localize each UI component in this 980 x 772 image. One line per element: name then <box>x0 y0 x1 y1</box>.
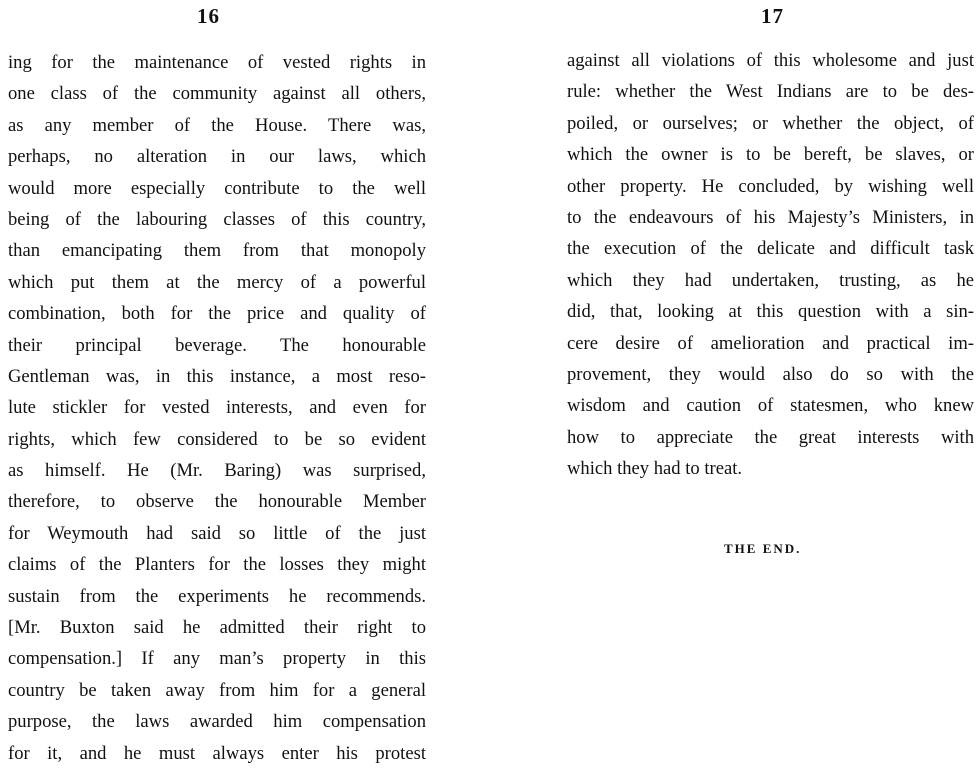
text-line: for it, and he must always enter his protest <box>8 742 426 764</box>
text-line: which they had undertaken, trusting, as he <box>567 269 974 291</box>
text-line: rule: whether the West Indians are to be des- <box>567 81 974 103</box>
text-line: claims of the Planters for the losses they might <box>8 554 426 576</box>
text-line: provement, they would also do so with the <box>567 363 974 385</box>
text-line: as any member of the House. There was, <box>8 114 426 136</box>
page-number-right: 17 <box>761 4 784 28</box>
text-line: the execution of the delicate and difficult task <box>567 238 974 260</box>
text-line: would more especially contribute to the well <box>8 177 426 199</box>
text-line: their principal beverage. The honourable <box>8 334 426 356</box>
left-page <box>0 0 440 772</box>
text-line: lute stickler for vested interests, and even for <box>8 397 426 419</box>
text-line: cere desire of amelioration and practical im- <box>567 332 974 354</box>
text-line: other property. He concluded, by wishing well <box>567 175 974 197</box>
text-line: country be taken away from him for a general <box>8 679 426 701</box>
text-line: wisdom and caution of statesmen, who knew <box>567 395 974 417</box>
text-line: poiled, or ourselves; or whether the object, of <box>567 112 974 134</box>
text-line: one class of the community against all others, <box>8 83 426 105</box>
text-line: [Mr. Buxton said he admitted their right to <box>8 617 426 639</box>
text-line: which put them at the mercy of a powerful <box>8 271 426 293</box>
text-line: which they had to treat. <box>567 458 743 480</box>
text-line: Gentleman was, in this instance, a most reso- <box>8 365 426 387</box>
text-line: how to appreciate the great interests with <box>567 426 974 448</box>
text-line: as himself. He (Mr. Baring) was surprised, <box>8 460 426 482</box>
the-end-heading: THE END. <box>724 541 802 556</box>
page-number-left: 16 <box>197 4 220 28</box>
text-line: being of the labouring classes of this country, <box>8 208 426 230</box>
text-line: for Weymouth had said so little of the just <box>8 522 426 544</box>
text-line: combination, both for the price and quality of <box>8 303 426 325</box>
text-line: which the owner is to be bereft, be slaves, or <box>567 144 974 166</box>
text-line: rights, which few considered to be so evident <box>8 428 426 450</box>
left-page-body-text <box>8 47 426 769</box>
text-line: purpose, the laws awarded him compensation <box>8 711 426 733</box>
text-line: ing for the maintenance of vested rights in <box>8 52 426 73</box>
text-line: perhaps, no alteration in our laws, which <box>8 146 426 168</box>
text-line: did, that, looking at this question with a sin- <box>567 301 974 323</box>
text-line: to the endeavours of his Majesty’s Ministers, in <box>567 206 974 228</box>
text-line: sustain from the experiments he recommends. <box>8 585 426 607</box>
right-page-body-text <box>567 45 974 484</box>
text-line: than emancipating them from that monopoly <box>8 240 426 262</box>
text-line: therefore, to observe the honourable Member <box>8 491 426 513</box>
text-line: against all violations of this wholesome and just <box>567 50 974 71</box>
right-page <box>548 0 980 772</box>
text-line: compensation.] If any man’s property in this <box>8 648 426 670</box>
